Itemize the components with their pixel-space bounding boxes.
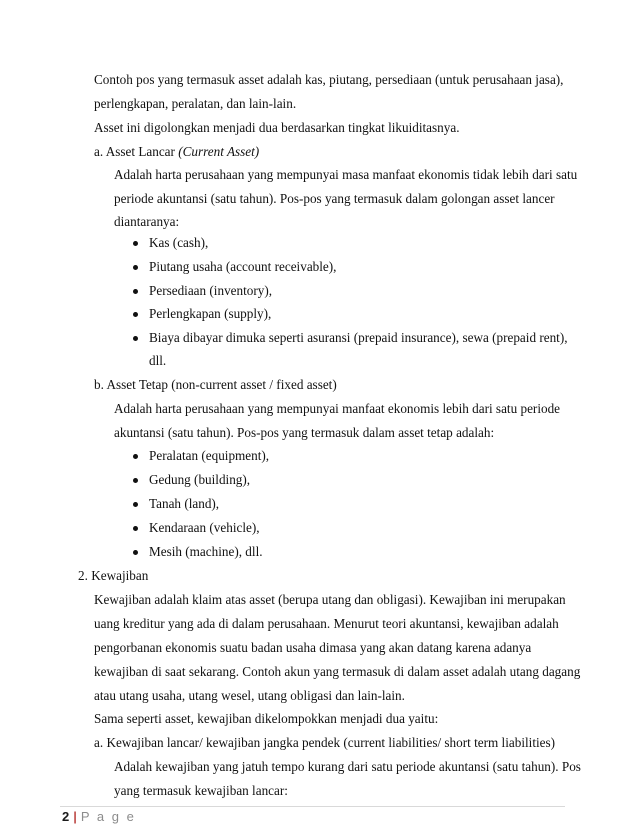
bullet-icon — [133, 312, 138, 317]
bullet-icon — [133, 336, 138, 341]
paragraph-line: uang kreditur yang ada di dalam perusahaan. Menurut teori akuntansi, kewajiban adalah — [94, 616, 559, 631]
list-item: Biaya dibayar dimuka seperti asuransi (prepaid insurance), sewa (prepaid rent), — [149, 330, 568, 345]
footer-divider — [60, 806, 565, 807]
section-heading-kewajiban-lancar: a. Kewajiban lancar/ kewajiban jangka pendek (current liabilities/ short term liabilities) — [94, 735, 556, 750]
paragraph-line: periode akuntansi (satu tahun). Pos-pos yang termasuk dalam golongan asset lancer — [114, 191, 555, 206]
bullet-icon — [133, 454, 138, 459]
list-item: Gedung (building), — [149, 472, 251, 487]
list-item: Kendaraan (vehicle), — [149, 520, 260, 535]
paragraph-line: Contoh pos yang termasuk asset adalah kas, piutang, persediaan (untuk perusahaan jasa), — [94, 72, 564, 87]
list-item: Perlengkapan (supply), — [149, 306, 272, 321]
paragraph-line: perlengkapan, peralatan, dan lain-lain. — [94, 96, 297, 111]
bullet-icon — [133, 478, 138, 483]
footer-separator: | — [73, 809, 77, 824]
bullet-icon — [133, 289, 138, 294]
bullet-icon — [133, 265, 138, 270]
heading-italic-text: (Current Asset) — [178, 144, 260, 159]
list-item-continuation: dll. — [149, 353, 167, 368]
heading-text: a. Asset Lancar — [94, 144, 179, 159]
page-number: 2 — [62, 809, 70, 824]
section-heading-asset-tetap: b. Asset Tetap (non-current asset / fixed asset) — [94, 377, 337, 392]
paragraph-line: pengorbanan ekonomis suatu badan usaha dimasa yang akan datang karena adanya — [94, 640, 532, 655]
page-footer — [62, 809, 136, 824]
list-item: Tanah (land), — [149, 496, 220, 511]
section-heading-asset-lancar — [94, 144, 259, 160]
paragraph-line: yang termasuk kewajiban lancar: — [114, 783, 288, 798]
paragraph-line: akuntansi (satu tahun). Pos-pos yang termasuk dalam asset tetap adalah: — [114, 425, 495, 440]
paragraph-line: Adalah kewajiban yang jatuh tempo kurang dari satu periode akuntansi (satu tahun). Pos — [114, 759, 581, 774]
bullet-icon — [133, 502, 138, 507]
bullet-icon — [133, 526, 138, 531]
paragraph-line: kewajiban di saat sekarang. Contoh akun yang termasuk di dalam asset adalah utang dagang — [94, 664, 581, 679]
section-heading-kewajiban: 2. Kewajiban — [78, 568, 149, 583]
paragraph-line: Sama seperti asset, kewajiban dikelompokkan menjadi dua yaitu: — [94, 711, 439, 726]
list-item: Piutang usaha (account receivable), — [149, 259, 337, 274]
bullet-icon — [133, 241, 138, 246]
list-item: Persediaan (inventory), — [149, 283, 273, 298]
list-item: Kas (cash), — [149, 235, 209, 250]
paragraph-line: diantaranya: — [114, 214, 180, 229]
bullet-icon — [133, 550, 138, 555]
list-item: Peralatan (equipment), — [149, 448, 270, 463]
paragraph-line: Asset ini digolongkan menjadi dua berdasarkan tingkat likuiditasnya. — [94, 120, 460, 135]
paragraph-line: Kewajiban adalah klaim atas asset (berupa utang dan obligasi). Kewajiban ini merupakan — [94, 592, 566, 607]
page-label: P a g e — [80, 809, 136, 824]
list-item: Mesih (machine), dll. — [149, 544, 263, 559]
paragraph-line: Adalah harta perusahaan yang mempunyai masa manfaat ekonomis tidak lebih dari satu — [114, 167, 578, 182]
paragraph-line: Adalah harta perusahaan yang mempunyai manfaat ekonomis lebih dari satu periode — [114, 401, 561, 416]
paragraph-line: atau utang usaha, utang wesel, utang obligasi dan lain-lain. — [94, 688, 405, 703]
